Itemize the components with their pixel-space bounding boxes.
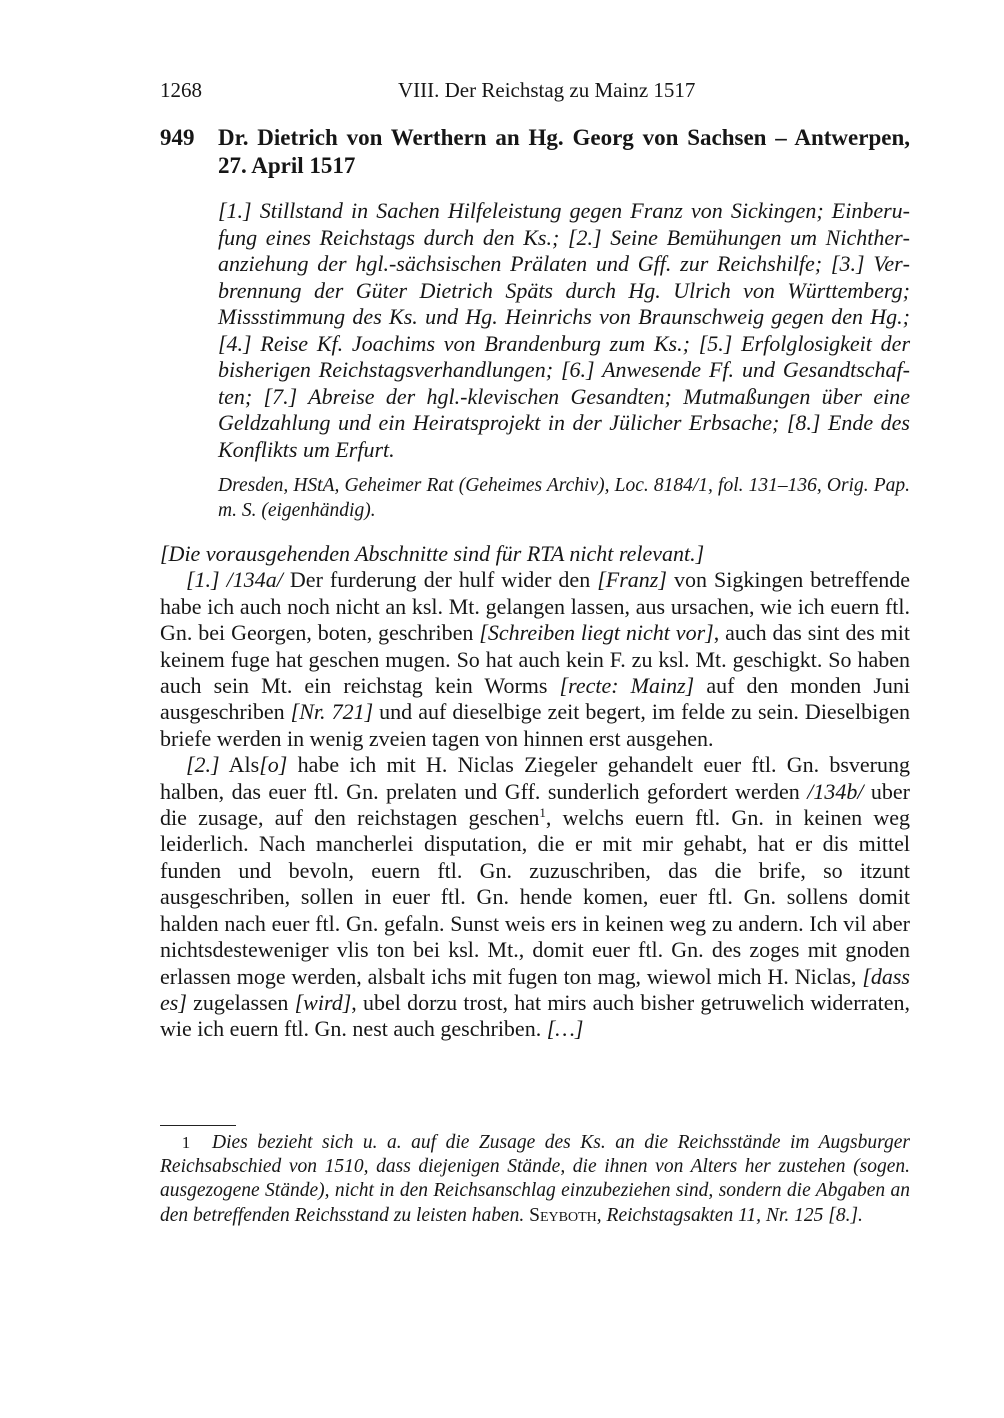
editorial-insertion: [recte: Mainz] [559, 673, 695, 699]
omission-mark: […] [546, 1016, 584, 1042]
editorial-insertion: [o] [259, 752, 288, 778]
section-marker: [2.] [186, 752, 220, 778]
document-entry-heading [160, 124, 910, 180]
page [160, 78, 910, 1043]
footnote-1: 1 Dies bezieht sich u. a. auf die Zusage des Ks. an die Reichsstände im Augsburger Reichsabschied von 1510, dass diejenigen Stände, die ihnen von Alters her zustehen (sogen. ausgezogene Stände), nicht in den Reichsanschlag einzubeziehen sind, sondern die Abgaben an den betreffenden Reichsstand zu leisten haben. Seyboth, Reichstagsakten 11, Nr. 125 [8.]. [160, 1132, 910, 1226]
footnote-author: Seyboth [529, 1204, 597, 1226]
entry-title: Dr. Dietrich von Werthern an Hg. Georg von Sachsen – Antwerpen, 27. April 1517 [218, 125, 910, 178]
footnote-mark: 1 [181, 1133, 191, 1152]
document-body [160, 541, 910, 1043]
editorial-insertion: [Nr. 721] [290, 699, 374, 725]
regest-summary: [1.] Stillstand in Sachen Hilfeleistung gegen Franz von Sickingen; Einberufung eines Reichstags durch den Ks.; [2.] Seine Bemühungen um Nichtheranziehung der hgl.-sächsischen Prälaten und Gff. zur Reichshilfe; [3.] Verbrennung der Güter Dietrich Späts durch Hg. Ulrich von Württemberg; Missstimmung des Ks. und Hg. Heinrichs von Braunschweig gegen den Hg.; [4.] Reise Kf. Joachims von Brandenburg zum Ks.; [5.] Erfolglosigkeit der bisherigen Reichstagsverhandlungen; [6.] Anwesende Ff. und Gesandtschaften; [7.] Abreise der hgl.-klevischen Gesandten; Mutmaßungen über eine Geldzahlung und ein Heiratsprojekt in der Jülicher Erbsache; [8.] Ende des Konflikts um Erfurt. [218, 198, 910, 462]
editorial-insertion: [wird] [294, 989, 352, 1015]
running-head [160, 78, 910, 110]
entry-number: 949 [160, 125, 195, 150]
folio-marker: /134b/ [807, 778, 864, 804]
running-title: VIII. Der Reichstag zu Mainz 1517 [398, 78, 696, 102]
footnote-reference[interactable]: 1 [539, 805, 546, 821]
paragraph-2: [2.] Als[o] habe ich mit H. Niclas Ziegeler gehandelt euer ftl. Gn. bsverung halben, das euer ftl. Gn. prelaten und Gff. sunderlich gefordert werden /134b/ uber die zusage, auf den reichstagen geschen$^1$, welchs euern ftl. Gn. in keinen weg leiderlich. Nach mancherlei disputation, die er mit mir gehabt, hat er dis mittel funden und bevoln, euern ftl. Gn. zuzuschriben, das die brife, so itzunt ausgeschriben, sollen in euer ftl. Gn. hende komen, euer ftl. Gn. sollens domit halden nach euer ftl. Gn. gefaln. Sunst weis ers in keinen weg zu andern. Ich vil aber nichtsdesteweniger vlis ton bei ksl. Mt., domit euer ftl. Gn. des zoges mit gnoden erlassen moge werden, alsbalt ichs mit fugen ton mag, wiewol mich H. Niclas, [dass es] zugelassen [wird], ubel dorzu trost, hat mirs auch bisher getruwelich widerraten, wie ich euern ftl. Gn. nest auch geschriben. […] [160, 752, 910, 1042]
archival-source: Dresden, HStA, Geheimer Rat (Geheimes Archiv), Loc. 8184/1, fol. 131–136, Orig. Pap. m. S. (eigenhändig). [218, 475, 910, 521]
editorial-insertion: [Schreiben liegt nicht vor] [479, 620, 714, 646]
editorial-insertion: [dass es] [160, 963, 910, 1015]
page-number: 1268 [160, 78, 202, 102]
footnote-divider [160, 1125, 236, 1126]
paragraph-1: [1.] /134a/ Der furderung der hulf wider den [Franz] von Sigkingen betreffende habe ich auch noch nicht an ksl. Mt. gelangen lassen, aus ursachen, wie ich euern ftl. Gn. bei Georgen, boten, geschriben [Schreiben liegt nicht vor], auch das sint des mit keinem fuge hat geschen mugen. So hat auch kein F. zu ksl. Mt. geschigkt. So haben auch sein Mt. ein reichstag kein Worms [recte: Mainz] auf den monden Juni ausgeschriben [Nr. 721] und auf dieselbige zeit begert, im felde zu sein. Dieselbigen briefe werden in wenig zveien tagen von hinnen erst ausgehen. [160, 567, 911, 751]
editorial-insertion: [Franz] [597, 567, 667, 593]
omitted-sections-note: [Die vorausgehenden Abschnitte sind für RTA nicht relevant.] [160, 541, 705, 566]
section-marker: [1.] /134a/ [186, 567, 283, 593]
